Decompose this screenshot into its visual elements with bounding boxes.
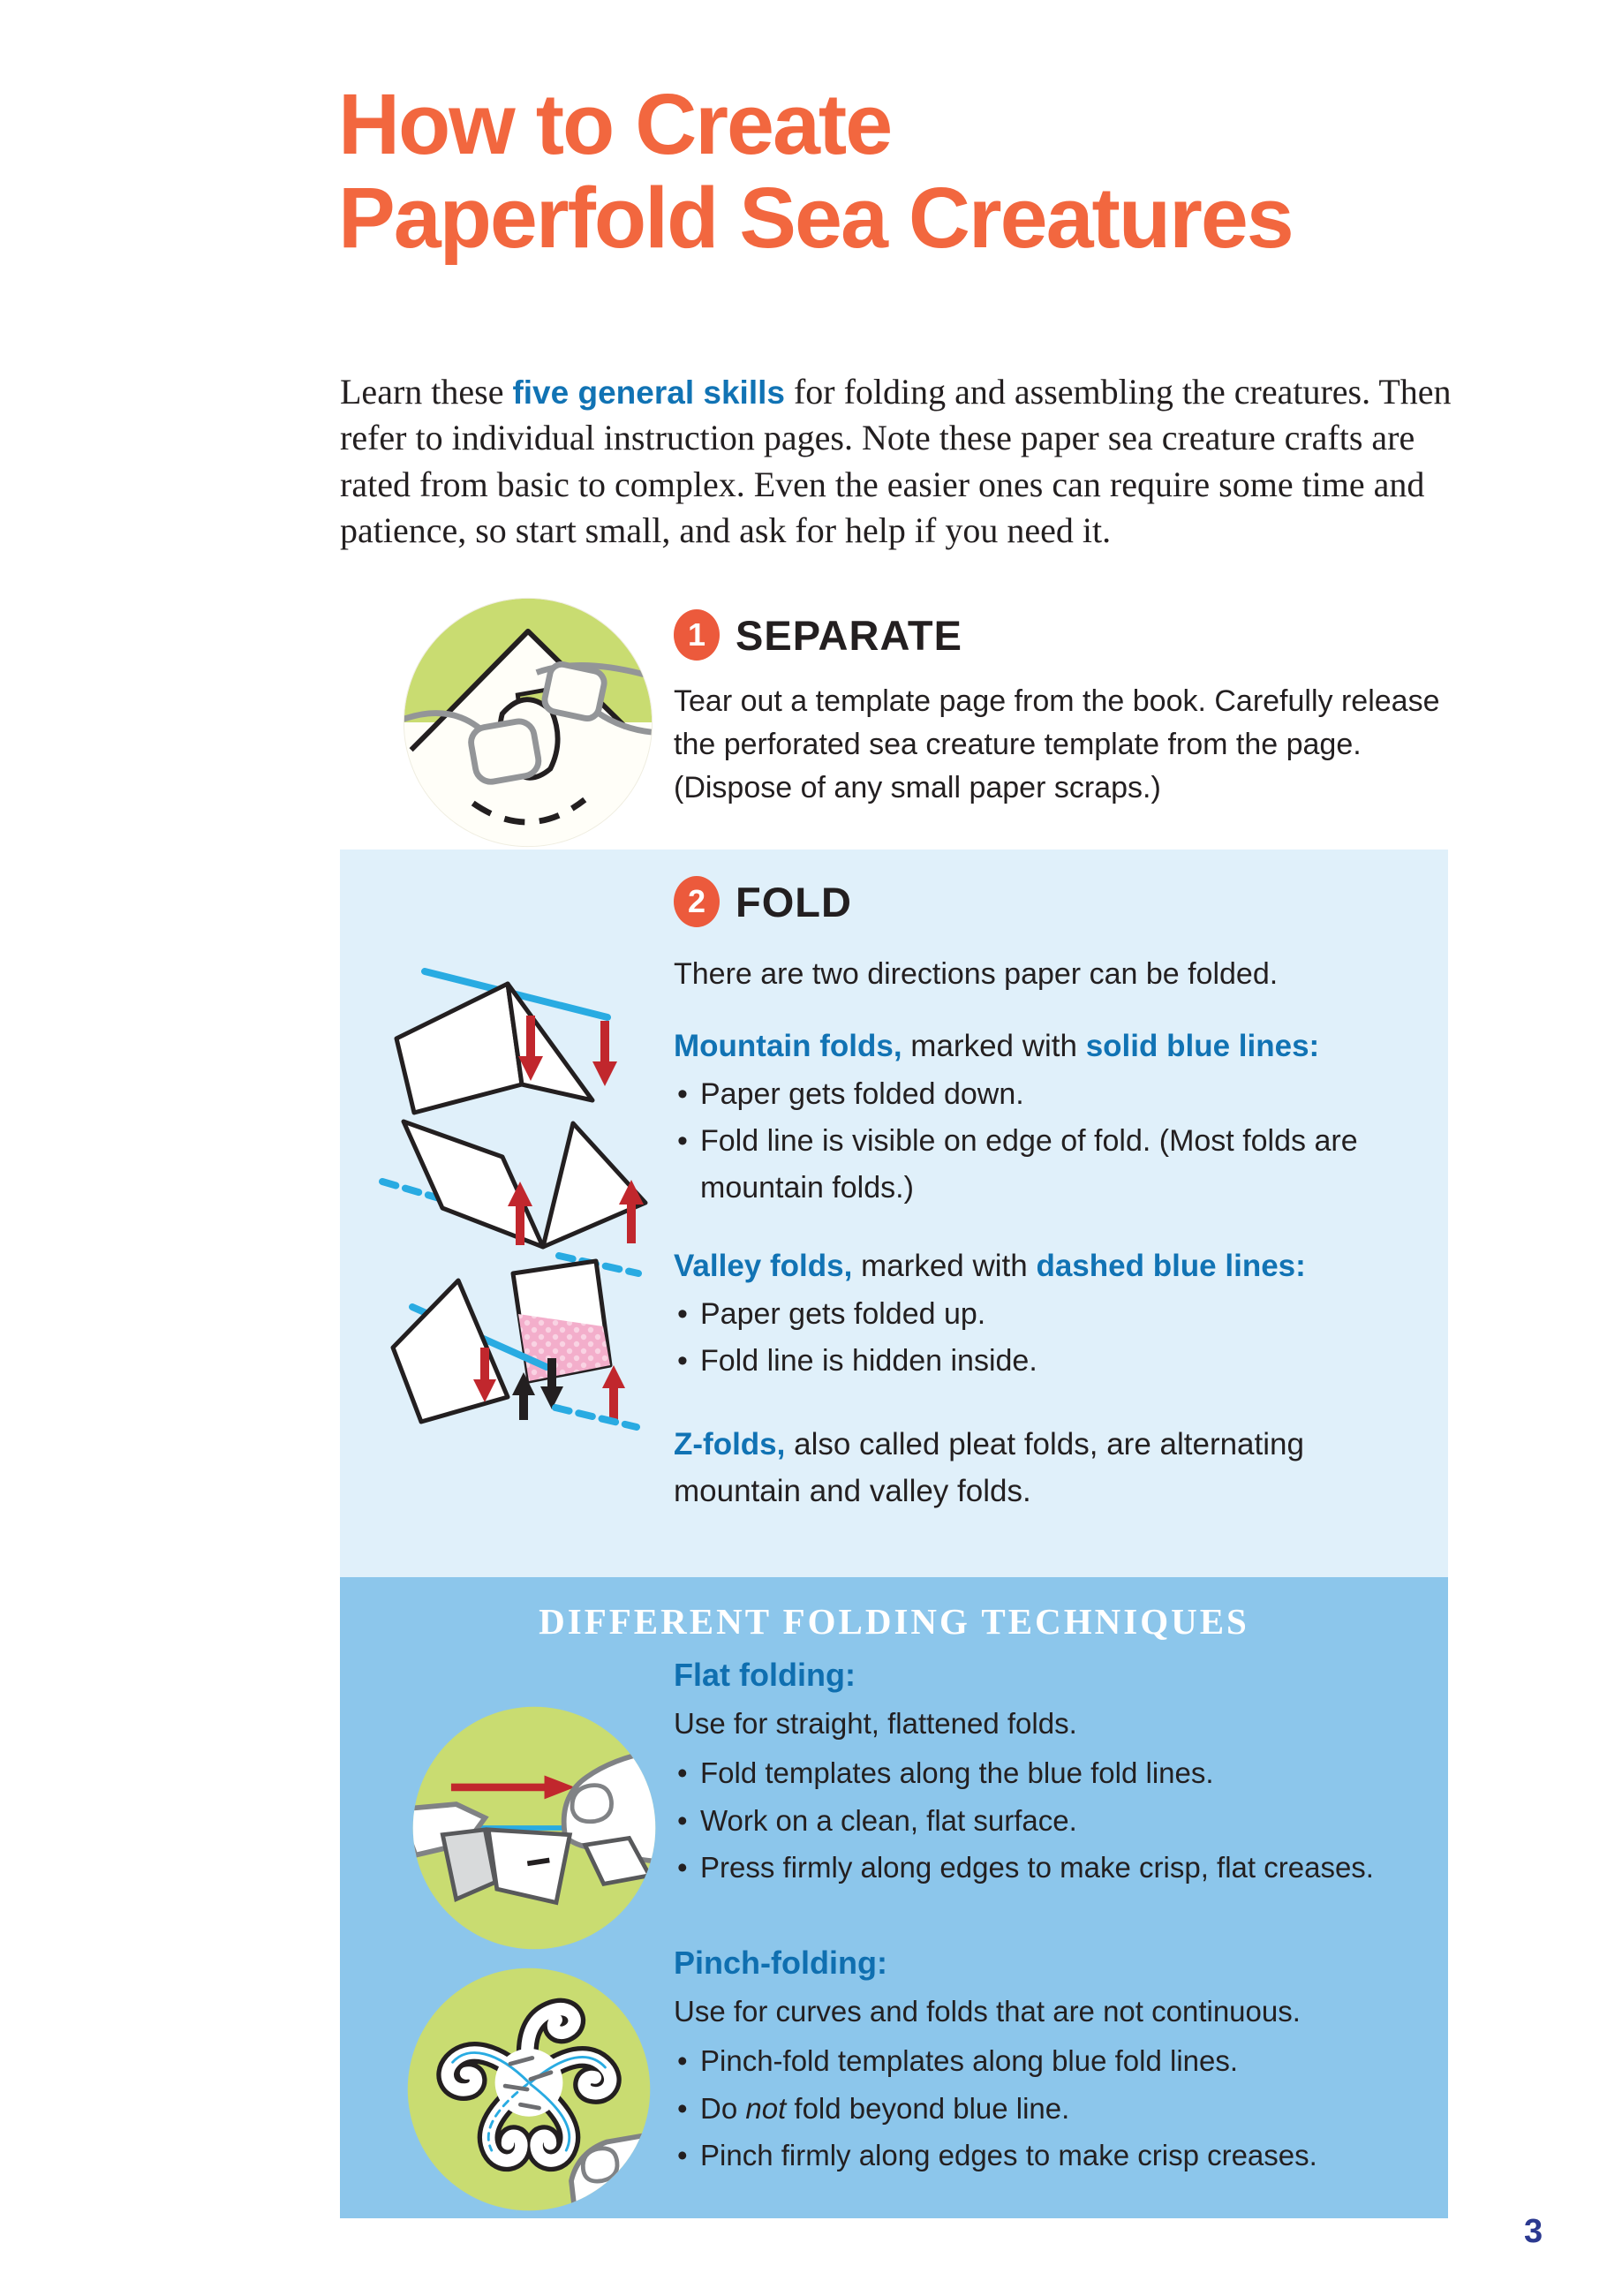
separate-step [674,609,1444,810]
separate-body-text: Tear out a template page from the book. Carefully release the perforated sea creature template from the page. (Dispose of any small paper scraps.) [674,684,1440,804]
techniques-heading: DIFFERENT FOLDING TECHNIQUES [539,1601,1249,1642]
pinch-bullet2-pre: Do [700,2091,746,2125]
pinch-bullet2-italic: not [745,2091,787,2125]
flat-folding-intro: Use for straight, flattened folds. [674,1707,1077,1740]
pinch-folding-heading: Pinch-folding: [674,1945,887,1981]
separate-step-heading [674,609,1444,661]
pinch-folding-illustration [402,1962,656,2217]
list-item: • Fold line is visible on edge of fold. (Most folds are mountain folds.) [674,1118,1455,1212]
mountain-folds-lead [674,1029,1455,1064]
z-folds-paragraph [674,1422,1415,1514]
z-folds-text: also called pleat folds, are alternating mountain and valley folds. [674,1427,1304,1508]
flat-folding-block [674,1657,1438,1892]
page-title-line-1: How to Create [338,76,892,172]
mountain-folds-tail: solid blue lines: [1085,1029,1320,1063]
fold-section [340,850,1448,1577]
mountain-folds-mid: marked with [902,1029,1086,1063]
flat-folding-bullets [674,1749,1438,1891]
flat-folding-heading: Flat folding: [674,1657,856,1693]
mountain-folds-label: Mountain folds, [674,1029,902,1063]
pinch-folding-intro: Use for curves and folds that are not continuous. [674,1995,1301,2028]
list-item [674,2085,1438,2132]
flat-folding-illustration [407,1701,661,1955]
page-title [338,78,1486,264]
valley-folds-mid: marked with [852,1249,1037,1284]
fold-step-heading [674,876,1455,927]
intro-text-pre: Learn these [340,372,513,412]
z-fold-diagram [382,1249,658,1434]
valley-folds-lead [674,1249,1455,1284]
pinch-folding-block [674,1945,1438,2179]
valley-folds-label: Valley folds, [674,1249,853,1284]
list-item: • Work on a clean, flat surface. [674,1797,1438,1844]
valley-folds-bullets [674,1291,1455,1385]
separate-heading-label: SEPARATE [736,611,962,659]
separate-illustration [399,593,657,851]
step-2-badge: 2 [674,876,720,927]
pinch-bullet2-post: fold beyond blue line. [786,2091,1070,2125]
valley-folds-tail: dashed blue lines: [1036,1249,1306,1284]
z-folds-label: Z-folds, [674,1427,786,1462]
intro-highlight: five general skills [512,374,785,411]
list-item: • Fold line is hidden inside. [674,1338,1455,1385]
list-item: • Paper gets folded up. [674,1291,1455,1338]
intro-paragraph [340,369,1461,555]
techniques-section [340,1577,1448,2218]
list-item: • Pinch firmly along edges to make crisp creases. [674,2132,1438,2179]
list-item: • Fold templates along the blue fold lines. [674,1749,1438,1796]
mountain-fold-diagram [382,961,658,1120]
intro-text-post: for folding and assembling the creatures. Then refer to individual instruction pages. Note these paper sea creature crafts are rated from basic to complex. Even the easier ones can require some time and patience, so start small, and ask for help if you need it. [340,372,1452,551]
list-item: • Pinch-fold templates along blue fold lines. [674,2037,1438,2084]
step-1-badge: 1 [674,609,720,661]
list-item: • Press firmly along edges to make crisp, flat creases. [674,1844,1438,1891]
fold-step [674,876,1455,1514]
list-item: • Paper gets folded down. [674,1071,1455,1118]
page-title-line-2: Paperfold Sea Creatures [338,169,1293,266]
fold-heading-label: FOLD [736,878,852,925]
page-number: 3 [1524,2213,1543,2250]
mountain-folds-bullets [674,1071,1455,1212]
fold-intro-text: There are two directions paper can be folded. [674,957,1279,991]
pinch-folding-bullets [674,2037,1438,2179]
